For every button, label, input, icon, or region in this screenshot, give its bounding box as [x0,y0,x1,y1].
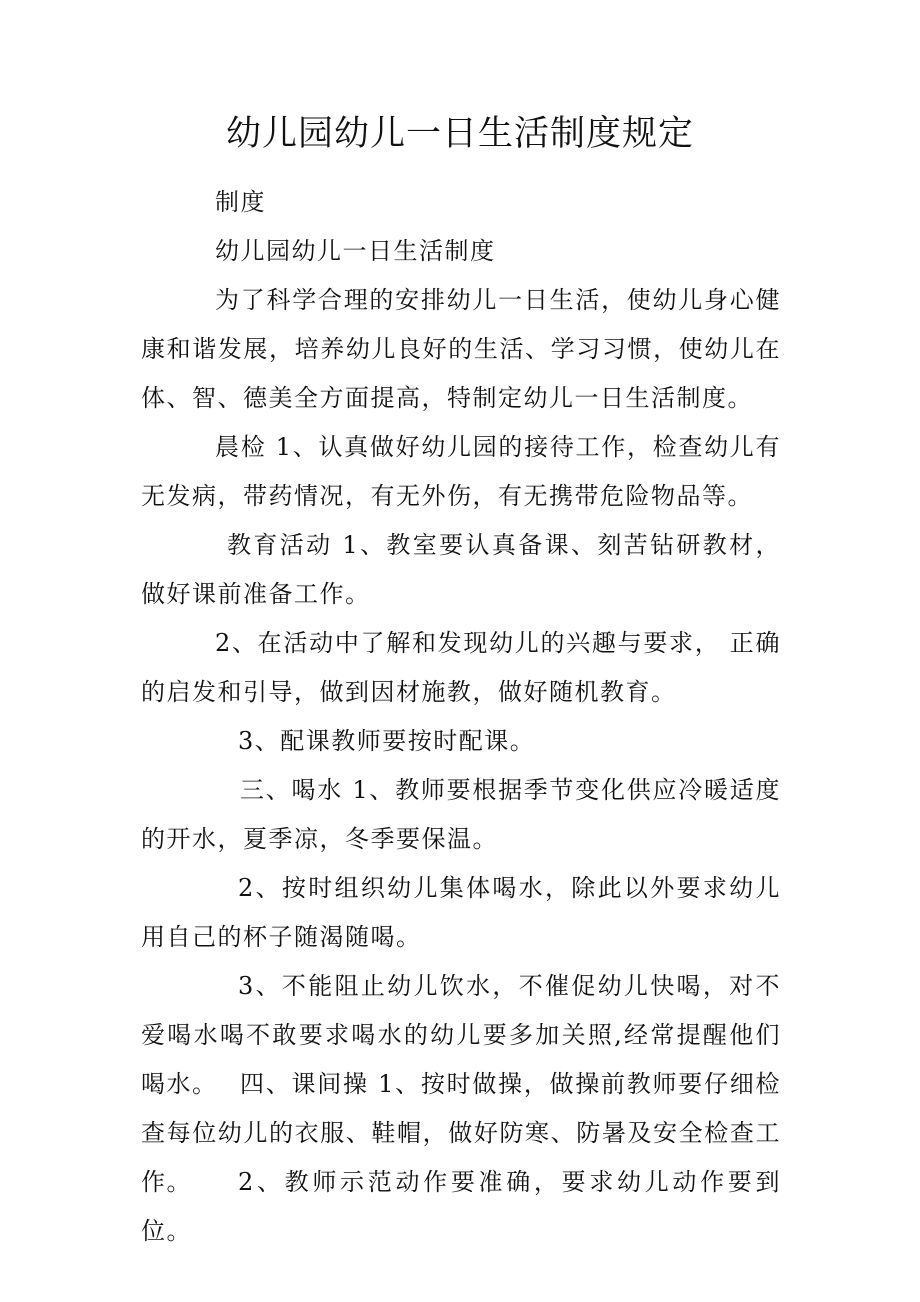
paragraph-water-2: 2、按时组织幼儿集体喝水，除此以外要求幼儿用自己的杯子随渴随喝。 [141,874,781,951]
paragraph-water-1: 三、喝水 1、教师要根据季节变化供应冷暖适度的开水，夏季凉，冬季要保温。 [141,776,781,853]
paragraph-education-1: 教育活动 1、教室要认真备课、刻苦钻研教材，做好课前准备工作。 [141,531,781,608]
paragraph-education-2: 2、在活动中了解和发现幼儿的兴趣与要求， 正确的启发和引导，做到因材施教，做好随机教育。 [141,629,781,706]
paragraph-intro: 为了科学合理的安排幼儿一日生活，使幼儿身心健康和谐发展，培养幼儿良好的生活、学习习惯，使幼儿在体、智、德美全方面提高，特制定幼儿一日生活制度。 [141,286,781,412]
paragraph-heading-zhidu: 制度 [215,188,266,216]
paragraph-exercise-1: 四、课间操 1、按时做操，做操前教师要仔细检查每位幼儿的衣服、鞋帽，做好防寒、防暑及安全检查工作。 [141,1070,781,1196]
paragraph-subtitle: 幼儿园幼儿一日生活制度 [215,237,496,265]
paragraph-education-3: 3、配课教师要按时配课。 [238,727,536,755]
paragraph-water-3: 3、不能阻止幼儿饮水，不催促幼儿快喝，对不爱喝水喝不敢要求喝水的幼儿要多加关照,经常提醒他们喝水。 [141,972,781,1098]
paragraph-morning-check: 晨检 1、认真做好幼儿园的接待工作，检查幼儿有无发病，带药情况，有无外伤，有无携带危险物品等。 [141,433,781,510]
paragraph-exercise-2: 2、教师示范动作要准确，要求幼儿动作要到位。 [141,1168,781,1245]
document-title: 幼儿园幼儿一日生活制度规定 [225,114,694,154]
